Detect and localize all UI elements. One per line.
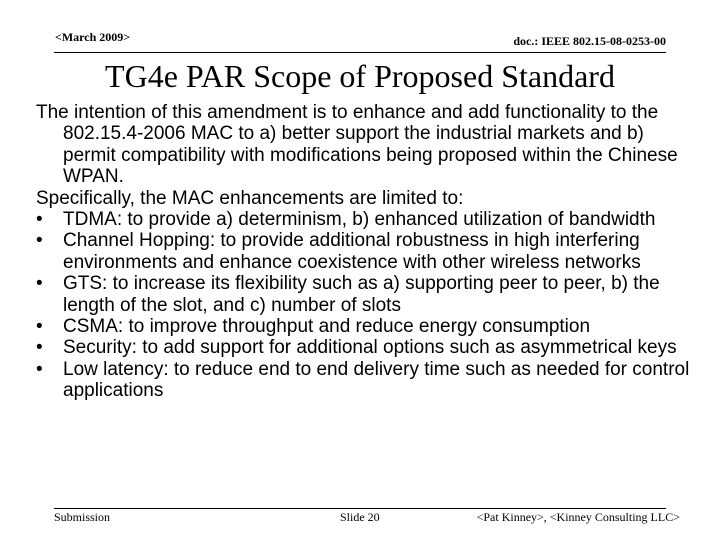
header-divider [54,52,666,53]
bullet-icon: • [36,358,43,380]
header-doc-id: doc.: IEEE 802.15-08-0253-00 [513,34,666,48]
footer-slide-number: Slide 20 [340,510,380,524]
footer-divider [54,508,666,509]
bullet-icon: • [36,230,43,252]
bullet-text: TDMA: to provide a) determinism, b) enhanced utilization of bandwidth [63,209,656,231]
bullet-icon: • [36,337,43,359]
bullet-text: CSMA: to improve throughput and reduce energy consumption [63,316,591,338]
bullet-item-tdma [36,209,696,230]
slide-body [36,102,696,402]
bullet-text: GTS: to increase its flexibility such as a) supporting peer to peer, b) the length of the slot, and c) number of slots [63,273,660,316]
bullet-item-channel-hopping [36,230,696,273]
bullet-text: Low latency: to reduce end to end delivery time such as needed for control applications [63,358,690,402]
intro-paragraph: The intention of this amendment is to enhance and add functionality to the 802.15.4-2006 MAC to a) better support the industrial markets and b) permit compatibility with modifications being proposed within the Chinese WPAN. [36,102,678,188]
bullet-item-low-latency [36,359,696,402]
bullet-icon: • [36,316,43,338]
bullet-icon: • [36,273,43,295]
bullet-icon: • [36,209,43,231]
bullet-item-csma [36,316,696,337]
bullet-text: Security: to add support for additional options such as asymmetrical keys [63,337,677,359]
footer-submission: Submission [54,510,111,524]
bullet-item-gts [36,273,696,316]
footer-author: <Pat Kinney>, <Kinney Consulting LLC> [476,510,680,524]
slide-title: TG4e PAR Scope of Proposed Standard [105,58,615,94]
header-date: <March 2009> [55,30,131,44]
lead-paragraph: Specifically, the MAC enhancements are limited to: [36,187,464,209]
bullet-text: Channel Hopping: to provide additional robustness in high interfering environments and enhance coexistence with other wireless networks [63,230,641,273]
bullet-item-security [36,337,696,358]
